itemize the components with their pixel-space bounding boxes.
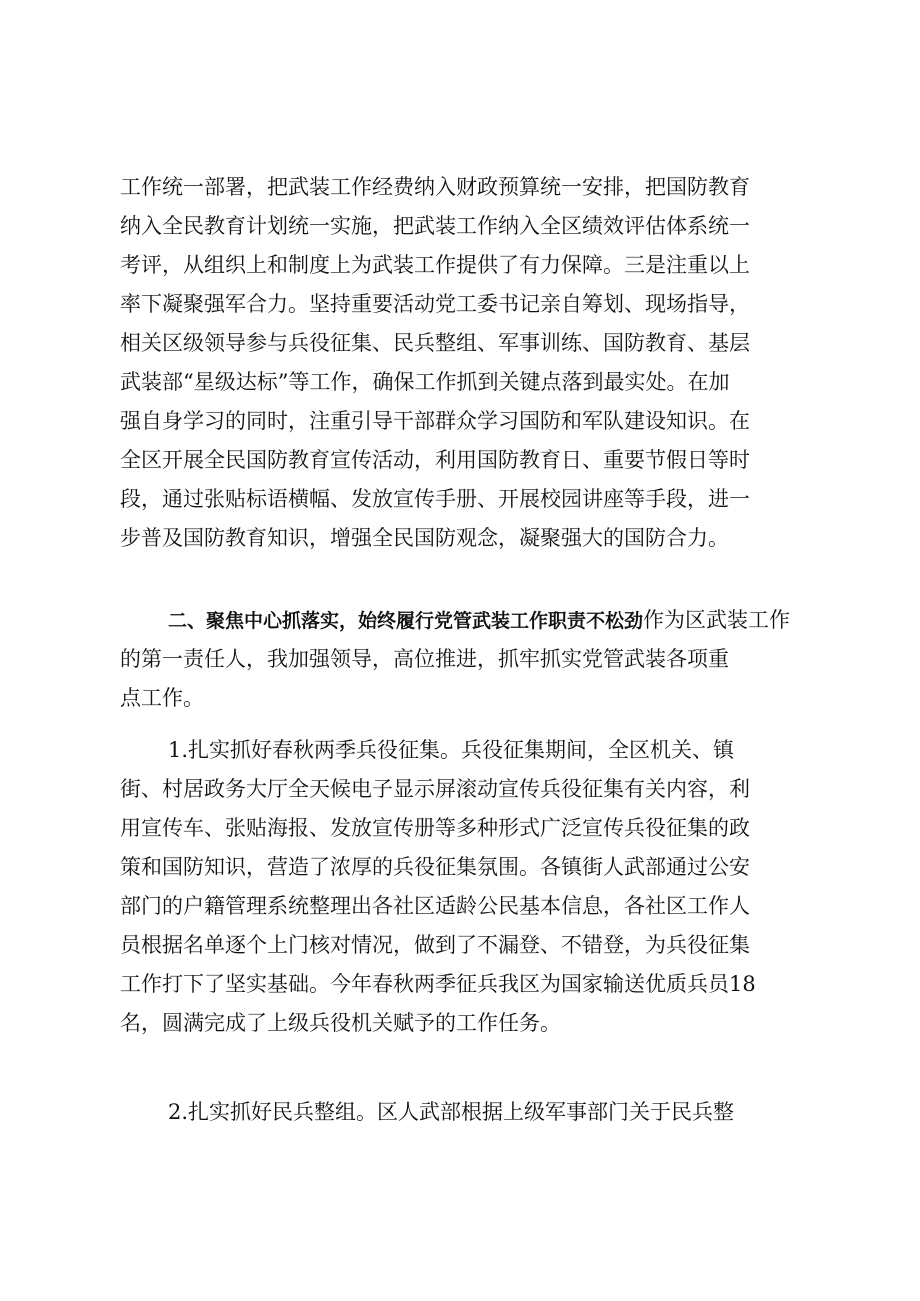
text-line: 相关区级领导参与兵役征集、民兵整组、军事训练、国防教育、基层	[120, 331, 750, 355]
text-line: 名，圆满完成了上级兵役机关赋予的工作任务。	[120, 1011, 561, 1035]
text-line: 工作统一部署，把武装工作经费纳入财政预算统一安排，把国防教育	[120, 175, 750, 199]
text-line: 2.扎实抓好民兵整组。区人武部根据上级军事部门关于民兵整	[168, 1100, 735, 1124]
paragraph-conscription	[120, 731, 800, 1043]
text-line: 武装部“星级达标”等工作，确保工作抓到关键点落到最实处。在加	[120, 370, 730, 394]
text-line: 用宣传车、张贴海报、发放宣传册等多种形式广泛宣传兵役征集的政	[120, 816, 750, 840]
text-line: 员根据名单逐个上门核对情况，做到了不漏登、不错登，为兵役征集	[120, 933, 750, 957]
text-line: 全区开展全民国防教育宣传活动，利用国防教育日、重要节假日等时	[120, 448, 750, 472]
text-line: 街、村居政务大厅全天候电子显示屏滚动宣传兵役征集有关内容，利	[120, 777, 750, 801]
text-line: 步普及国防教育知识，增强全民国防观念，凝聚强大的国防合力。	[120, 526, 729, 550]
text-line: 策和国防知识，营造了浓厚的兵役征集氛围。各镇街人武部通过公安	[120, 855, 750, 879]
paragraph-militia-reorganization	[120, 1093, 800, 1132]
section-heading-line	[120, 601, 800, 640]
paragraph-organizational-guarantee	[120, 168, 800, 558]
text-line: 的第一责任人，我加强领导，高位推进，抓牢抓实党管武装各项重	[120, 647, 729, 671]
text-line: 点工作。	[120, 686, 204, 710]
text-line: 段，通过张贴标语横幅、发放宣传手册、开展校园讲座等手段，进一	[120, 487, 750, 511]
section-heading: 二、聚焦中心抓落实，始终履行党管武装工作职责不松劲	[168, 610, 644, 632]
heading-tail-text: 作为区武装工作	[643, 608, 791, 632]
text-line: 率下凝聚强军合力。坚持重要活动党工委书记亲自筹划、现场指导，	[120, 292, 750, 316]
text-line: 1.扎实抓好春秋两季兵役征集。兵役征集期间，全区机关、镇	[168, 738, 735, 762]
text-line: 工作打下了坚实基础。今年春秋两季征兵我区为国家输送优质兵员18	[120, 972, 756, 996]
text-line: 部门的户籍管理系统整理出各社区适龄公民基本信息，各社区工作人	[120, 894, 750, 918]
text-line: 强自身学习的同时，注重引导干部群众学习国防和军队建设知识。在	[120, 409, 750, 433]
text-line: 纳入全民教育计划统一实施，把武装工作纳入全区绩效评估体系统一	[120, 214, 750, 238]
text-line: 考评，从组织上和制度上为武装工作提供了有力保障。三是注重以上	[120, 253, 750, 277]
paragraph-section-two-heading	[120, 601, 800, 718]
